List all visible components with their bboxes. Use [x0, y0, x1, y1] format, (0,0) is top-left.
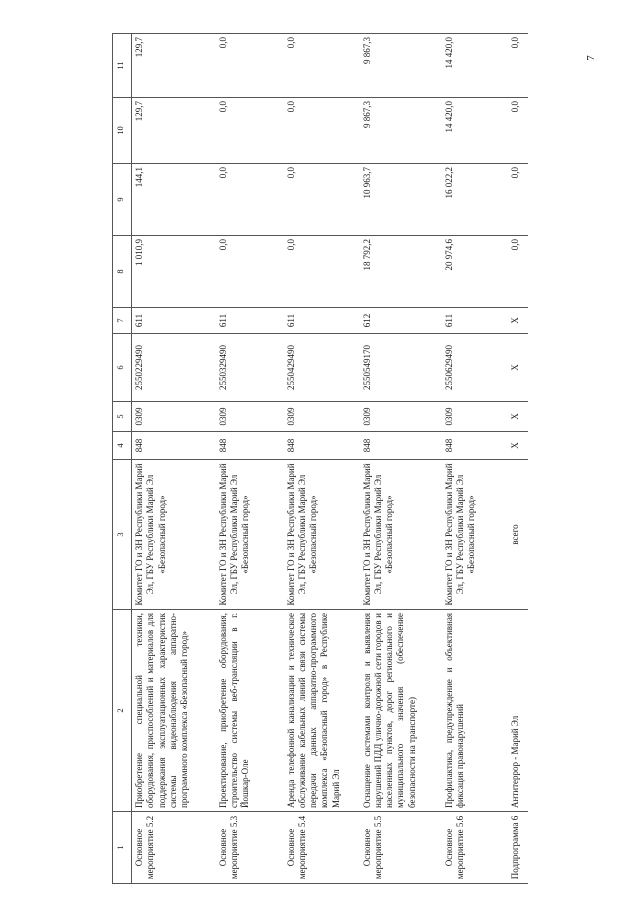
row-col5: 0309 — [284, 402, 360, 432]
row-col4: X — [504, 432, 529, 460]
row-col8: 20 974,6 — [442, 236, 504, 308]
row-col8: 0,0 — [216, 236, 284, 308]
table-row — [132, 34, 216, 884]
row-name: Аренда телефонной канализации и техническое обслуживание кабельных линий связи системы передачи данных аппаратно-программного комплекса «Безопасный город» в Республике Марий Эл — [284, 610, 360, 812]
row-executor: Комитет ГО и ЗН Республики Марий Эл, ГБУ Республики Марий Эл «Безопасный город» — [216, 460, 284, 610]
row-col5: 0309 — [132, 402, 216, 432]
row-col8: 1 010,9 — [132, 236, 216, 308]
row-col11: 0,0 — [504, 34, 529, 98]
col-header-3: 3 — [113, 460, 132, 610]
row-status: Основное мероприятие 5.6 — [442, 812, 504, 884]
row-col5: X — [504, 402, 529, 432]
table-row — [442, 34, 504, 884]
row-status: Основное мероприятие 5.3 — [216, 812, 284, 884]
row-col6: 2550629490 — [442, 334, 504, 402]
row-name: Оснащение системами контроля и выявления нарушений ПДД улично-дорожной сети городов и населенных пунктов, дорог регионального и муниципального значения (обеспечение безопасности на транспорте) — [360, 610, 442, 812]
row-executor: Комитет ГО и ЗН Республики Марий Эл, ГБУ Республики Марий Эл «Безопасный город» — [360, 460, 442, 610]
col-header-10: 10 — [113, 98, 132, 164]
row-col7: 612 — [360, 308, 442, 334]
row-name: Профилактика, предупреждение и объективная фиксация правонарушений — [442, 610, 504, 812]
row-col5: 0309 — [360, 402, 442, 432]
row-col4: 848 — [360, 432, 442, 460]
row-col11: 14 420,0 — [442, 34, 504, 98]
row-col9: 0,0 — [504, 164, 529, 236]
row-col10: 0,0 — [284, 98, 360, 164]
row-status: Основное мероприятие 5.2 — [132, 812, 216, 884]
row-name: Антитеррор - Марий Эл — [504, 610, 529, 812]
row-col7: X — [504, 308, 529, 334]
row-col8: 0,0 — [284, 236, 360, 308]
table-row — [360, 34, 442, 884]
row-col5: 0309 — [442, 402, 504, 432]
table-row — [216, 34, 284, 884]
budget-table — [112, 33, 528, 884]
row-col10: 9 867,3 — [360, 98, 442, 164]
row-col7: 611 — [442, 308, 504, 334]
row-executor: Комитет ГО и ЗН Республики Марий Эл, ГБУ Республики Марий Эл «Безопасный город» — [442, 460, 504, 610]
col-header-7: 7 — [113, 308, 132, 334]
row-col9: 0,0 — [284, 164, 360, 236]
row-col4: 848 — [216, 432, 284, 460]
row-col7: 611 — [132, 308, 216, 334]
table-row-subprogram — [504, 34, 529, 884]
row-col6: 2550549170 — [360, 334, 442, 402]
col-header-6: 6 — [113, 334, 132, 402]
row-col6: 2550229490 — [132, 334, 216, 402]
col-header-2: 2 — [113, 610, 132, 812]
col-header-9: 9 — [113, 164, 132, 236]
row-col11: 0,0 — [284, 34, 360, 98]
row-col7: 611 — [284, 308, 360, 334]
row-col11: 0,0 — [216, 34, 284, 98]
row-col11: 129,7 — [132, 34, 216, 98]
row-col8: 0,0 — [504, 236, 529, 308]
row-name: Приобретение специальной техники, оборудования, приспособлений и материалов для поддержания эксплуатационных характеристик системы видеонаблюдения аппаратно-программного комплекса «Безопасный город» — [132, 610, 216, 812]
row-executor: Комитет ГО и ЗН Республики Марий Эл, ГБУ Республики Марий Эл «Безопасный город» — [132, 460, 216, 610]
row-col6: 2550429490 — [284, 334, 360, 402]
page-number: 7 — [584, 55, 597, 61]
row-col4: 848 — [132, 432, 216, 460]
row-col9: 10 963,7 — [360, 164, 442, 236]
row-col9: 0,0 — [216, 164, 284, 236]
row-col4: 848 — [284, 432, 360, 460]
header-row — [113, 34, 132, 884]
row-col9: 16 022,2 — [442, 164, 504, 236]
row-col10: 129,7 — [132, 98, 216, 164]
row-col10: 0,0 — [504, 98, 529, 164]
col-header-1: 1 — [113, 812, 132, 884]
row-col9: 144,1 — [132, 164, 216, 236]
col-header-11: 11 — [113, 34, 132, 98]
row-col6: X — [504, 334, 529, 402]
table-row — [284, 34, 360, 884]
row-executor: Комитет ГО и ЗН Республики Марий Эл, ГБУ Республики Марий Эл «Безопасный город» — [284, 460, 360, 610]
row-col10: 0,0 — [216, 98, 284, 164]
row-status: Основное мероприятие 5.5 — [360, 812, 442, 884]
row-col11: 9 867,3 — [360, 34, 442, 98]
row-name: Проектирование, приобретение оборудования, строительство системы веб-трансляции в г. Йошкар-Оле — [216, 610, 284, 812]
row-col10: 14 420,0 — [442, 98, 504, 164]
col-header-5: 5 — [113, 402, 132, 432]
rotated-table-container — [112, 34, 528, 884]
col-header-4: 4 — [113, 432, 132, 460]
col-header-8: 8 — [113, 236, 132, 308]
row-col7: 611 — [216, 308, 284, 334]
row-col5: 0309 — [216, 402, 284, 432]
row-status: Основное мероприятие 5.4 — [284, 812, 360, 884]
row-col4: 848 — [442, 432, 504, 460]
row-col8: 18 792,2 — [360, 236, 442, 308]
row-status: Подпрограмма 6 — [504, 812, 529, 884]
row-col6: 2550329490 — [216, 334, 284, 402]
row-executor: всего — [504, 460, 529, 610]
